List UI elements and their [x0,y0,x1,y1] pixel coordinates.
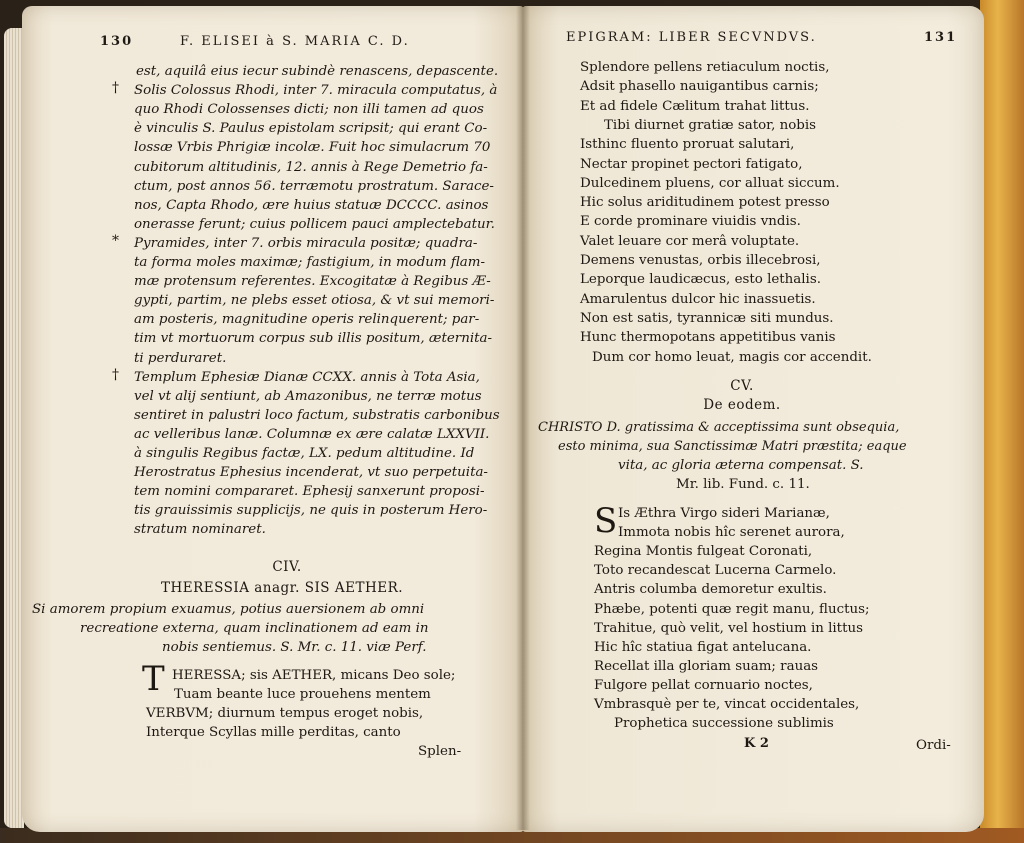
book-gutter [516,6,530,830]
verse-line: Interque Scyllas mille perditas, canto [146,725,401,740]
motto-line: Mr. lib. Fund. c. 11. [676,477,810,492]
verse-line: Hunc thermopotans appetitibus vanis [580,330,836,346]
footnote-line: lossæ Vrbis Phrigiæ incolæ. Fuit hoc simulacrum 70 [134,140,491,156]
verse-line: Nectar propinet pectori fatigato, [580,156,803,172]
page-edges [4,28,24,828]
verse-line: Demens venustas, orbis illecebrosi, [580,253,821,268]
verse-line: Hic solus ariditudinem potest presso [580,195,830,211]
footnote-line: Templum Ephesiæ Dianæ CCXX. annis à Tota Asia, [134,369,480,385]
left-page [22,6,524,832]
verse-line: Tibi diurnet gratiæ sator, nobis [604,117,817,133]
motto-line: Si amorem propium exuamus, potius auersionem ab omni [32,602,425,617]
note-marker: † [112,80,119,97]
footnote-line: mæ protensum referentes. Excogitatæ à Regibus Æ- [134,274,491,290]
motto-line: vita, ac gloria æterna compensat. S. [618,458,864,473]
verse-line: Dum cor homo leuat, magis cor accendit. [592,349,872,365]
footnote-line: tim vt mortuorum corpus sub illis positum, æternita- [134,331,492,347]
note-marker: † [112,366,119,383]
verse-line: Vmbrasquè per te, vincat occidentales, [594,697,860,712]
footnote-line: ctum, post annos 56. terræmotu prostratum. Sarace- [134,178,494,194]
verse-line: Dulcedinem pluens, cor alluat siccum. [580,175,840,191]
verse-line: Regina Montis fulgeat Coronati, [594,544,813,560]
motto-line: CHRISTO D. gratissima & acceptissima sunt obsequia, [538,420,900,435]
verse-line: Tuam beante luce prouehens mentem [174,687,431,702]
motto-line: esto minima, sua Sanctissimæ Matri præstita; eaque [558,439,907,454]
epigram-number: CIV. [272,559,302,575]
motto-line: recreatione externa, quam inclinationem ad eam in [80,621,429,636]
signature-mark: K 2 [744,736,769,751]
footnote-line: tem nomini compararet. Ephesij sanxerunt proposi- [134,484,485,500]
footnote-line: Pyramides, inter 7. orbis miracula positæ; quadra- [134,235,478,251]
footnote-line: tis grauissimis supplicijs, ne quis in posterum Hero- [134,503,488,519]
note-marker: * [112,232,119,249]
verse-line: Is Æthra Virgo sideri Marianæ, [618,506,830,521]
motto-line: nobis sentiemus. S. Mr. c. 11. viæ Perf. [162,640,427,655]
catchword: Ordi- [916,738,951,753]
footnote-line: vel vt alij sentiunt, ab Amazonibus, ne terræ motus [134,388,482,404]
verse-line: Trahitue, quò velit, vel hostium in littus [594,620,863,636]
epigram-title: THERESSIA anagr. SIS AETHER. [160,580,404,596]
epigram-number: CV. [730,378,754,394]
verse-line: Isthinc fluento proruat salutari, [580,137,795,153]
verse-line: Toto recandescat Lucerna Carmelo. [594,563,837,579]
footnote-line: onerasse ferunt; cuius pollicem pauci amplectebatur. [134,216,495,232]
verse-line: Prophetica successione sublimis [614,716,834,732]
footnote-line: am posteris, magnitudine operis relinquerent; par- [134,312,480,328]
footnote-line: ac velleribus lanæ. Columnæ ex ære calatæ LXXVII. [134,426,490,442]
verse-line: HERESSA; sis AETHER, micans Deo sole; [172,668,456,683]
running-head: EPIGRAM: LIBER SECVNDVS. [566,30,817,45]
right-page [522,6,984,832]
verse-line: Splendore pellens retiaculum noctis, [580,60,830,75]
verse-line: VERBVM; diurnum tempus eroget nobis, [146,706,424,721]
footnote-line: gypti, partim, ne plebs esset otiosa, & vt sui memori- [134,293,495,309]
drop-cap: T [142,659,165,699]
verse-line: Fulgore pellat cornuario noctes, [594,677,813,693]
footnote-line: Herostratus Ephesius incenderat, vt suo perpetuita- [134,465,488,481]
verse-line: Immota nobis hîc serenet aurora, [618,525,845,541]
footnote-line: cubitorum altitudinis, 12. annis à Rege Demetrio fa- [134,159,488,175]
verse-line: Non est satis, tyrannicæ siti mundus. [580,310,834,326]
running-head: F. ELISEI à S. MARIA C. D. [180,34,410,49]
footnote-line: Solis Colossus Rhodi, inter 7. miracula computatus, à [134,83,498,99]
verse-line: Valet leuare cor merâ voluptate. [580,233,800,249]
drop-cap: S [594,501,618,541]
verse-line: Adsit phasello nauigantibus carnis; [580,79,819,95]
footnote-line: sentiret in palustri loco factum, substratis carbonibus [134,407,500,423]
footnote-line: ti perduraret. [134,350,227,366]
verse-line: Recellat illa gloriam suam; rauas [594,658,819,674]
footnote-line: stratum nominaret. [134,522,266,538]
footnote-line: ta forma moles maximæ; fastigium, in modum flam- [134,255,486,270]
verse-line: Hic hîc statiua figat antelucana. [594,639,812,655]
footnote-line: nos, Capta Rhodo, ære huius statuæ DCCCC. asinos [134,197,489,213]
footnote-line: è vinculis S. Paulus epistolam scripsit; qui erant Co- [134,121,488,137]
footnote-line: quo Rhodi Colossenses dicti; non illi tamen ad quos [134,102,484,118]
page-number: 131 [924,30,958,45]
verse-line: E corde prominare viuidis vndis. [580,214,801,230]
verse-line: Amarulentus dulcor hic inassuetis. [580,291,816,307]
verse-line: Et ad fidele Cælitum trahat littus. [580,98,810,114]
page-number: 130 [100,34,134,49]
verse-line: Antris columba demoretur exultis. [594,582,827,598]
footnote-line: à singulis Regibus factæ, LX. pedum altitudine. Id [134,446,475,461]
footnote-line: est, aquilâ eius iecur subindè renascens, depascente. [136,64,499,79]
verse-line: Phæbe, potenti quæ regit manu, fluctus; [594,601,870,617]
catchword: Splen- [418,744,462,759]
epigram-title: De eodem. [703,397,781,413]
verse-line: Leporque laudicæcus, esto lethalis. [580,272,821,288]
